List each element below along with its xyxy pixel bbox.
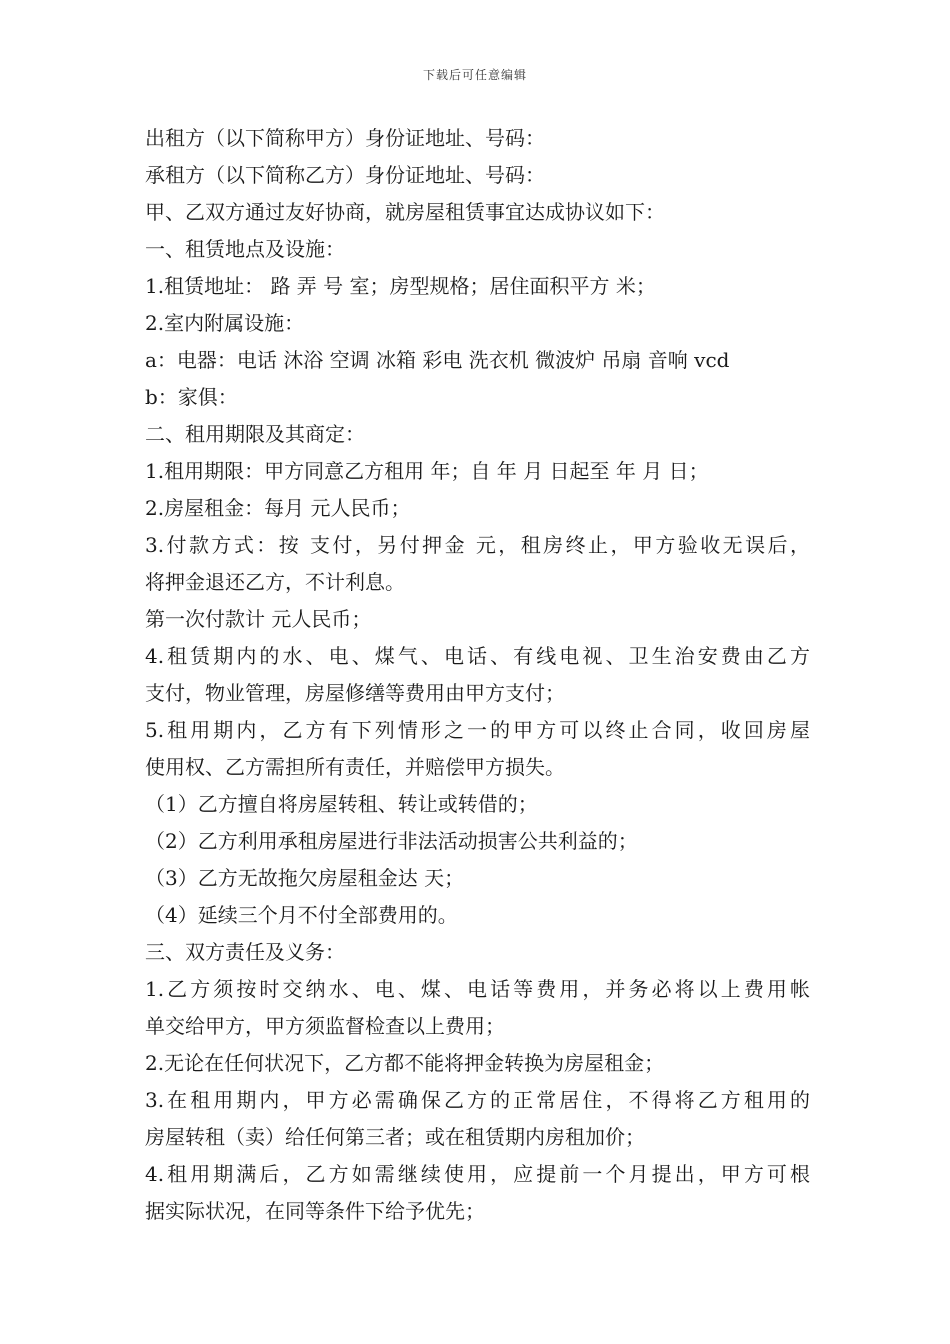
- document-line: 房屋转租（卖）给任何第三者；或在租赁期内房租加价；: [145, 1125, 645, 1149]
- document-line: 2.室内附属设施：: [145, 311, 305, 335]
- document-line: 2.房屋租金：每月 元人民币；: [145, 496, 411, 520]
- document-line: （4）延续三个月不付全部费用的。: [145, 903, 458, 927]
- document-line: （3）乙方无故拖欠房屋租金达 天；: [145, 866, 465, 890]
- document-line: 4.租赁期内的水、电、煤气、电话、有线电视、卫生治安费由乙方: [145, 644, 810, 668]
- document-line: 4.租用期满后，乙方如需继续使用，应提前一个月提出，甲方可根: [145, 1162, 810, 1186]
- document-line: 第一次付款计 元人民币；: [145, 607, 372, 631]
- document-line: a：电器：电话 沐浴 空调 冰箱 彩电 洗衣机 微波炉 吊扇 音响 vcd: [145, 348, 730, 372]
- document-line: 出租方（以下简称甲方）身份证地址、号码：: [145, 126, 545, 150]
- document-line: 承租方（以下简称乙方）身份证地址、号码：: [145, 163, 545, 187]
- document-line: 单交给甲方，甲方须监督检查以上费用；: [145, 1014, 505, 1038]
- document-line: 二、租用期限及其商定：: [145, 422, 365, 446]
- document-line: 1.乙方须按时交纳水、电、煤、电话等费用，并务必将以上费用帐: [145, 977, 810, 1001]
- document-line: 1.租用期限：甲方同意乙方租用 年；自 年 月 日起至 年 月 日；: [145, 459, 709, 483]
- document-line: 使用权、乙方需担所有责任，并赔偿甲方损失。: [145, 755, 565, 779]
- document-line: 3.付款方式：按 支付，另付押金 元，租房终止，甲方验收无误后，: [145, 533, 810, 557]
- document-line: （2）乙方利用承租房屋进行非法活动损害公共利益的；: [145, 829, 638, 853]
- document-line: 2.无论在任何状况下，乙方都不能将押金转换为房屋租金；: [145, 1051, 665, 1075]
- document-line: 一、租赁地点及设施：: [145, 237, 345, 261]
- document-line: 5.租用期内，乙方有下列情形之一的甲方可以终止合同，收回房屋: [145, 718, 810, 742]
- document-line: 三、双方责任及义务：: [145, 940, 345, 964]
- document-line: 1.租赁地址： 路 弄 号 室；房型规格；居住面积平方 米；: [145, 274, 656, 298]
- document-line: b：家俱：: [145, 385, 238, 409]
- document-line: 支付，物业管理，房屋修缮等费用由甲方支付；: [145, 681, 565, 705]
- document-line: 3.在租用期内，甲方必需确保乙方的正常居住，不得将乙方租用的: [145, 1088, 810, 1112]
- page-header: 下载后可任意编辑: [422, 68, 527, 82]
- document-line: 将押金退还乙方，不计利息。: [145, 570, 405, 594]
- document-body: [145, 120, 810, 1230]
- document-line: （1）乙方擅自将房屋转租、转让或转借的；: [145, 792, 538, 816]
- document-line: 甲、乙双方通过友好协商，就房屋租赁事宜达成协议如下：: [145, 200, 665, 224]
- document-line: 据实际状况，在同等条件下给予优先；: [145, 1199, 485, 1223]
